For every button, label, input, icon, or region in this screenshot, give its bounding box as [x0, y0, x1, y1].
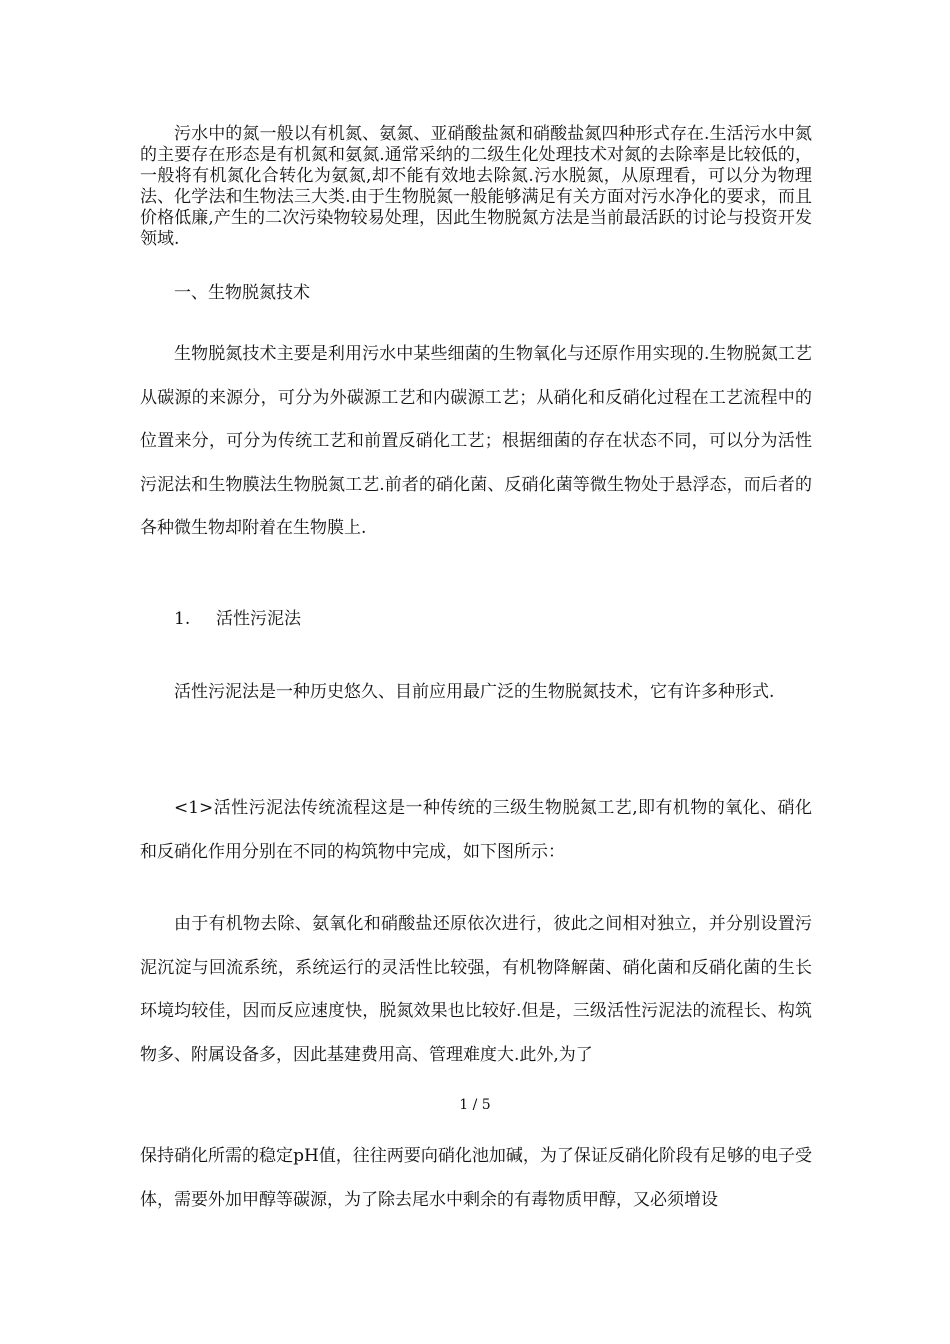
subsection-title: 活性污泥法: [216, 609, 301, 629]
subsection-number: 1.: [174, 609, 191, 629]
paragraph-activated-sludge: 活性污泥法是一种历史悠久、目前应用最广泛的生物脱氮技术，它有许多种形式.: [174, 682, 775, 702]
page-number: 1 / 5: [459, 1097, 491, 1113]
paragraph-intro: 污水中的氮一般以有机氮、氨氮、亚硝酸盐氮和硝酸盐氮四种形式存在.生活污水中氮的主要存在形态是有机氮和氨氮.通常采纳的二级生化处理技术对氮的去除率是比较低的，一般将有机氮化合转化为氨氮,却不能有效地去除氮.污水脱氮，从原理看，可以分为物理法、化学法和生物法三大类.由于生物脱氮一般能够满足有关方面对污水净化的要求，而且价格低廉,产生的二次污染物较易处理，因此生物脱氮方法是当前最活跃的讨论与投资开发领域.: [140, 124, 812, 249]
subsection-heading: [174, 608, 301, 630]
section-heading: 一、生物脱氮技术: [174, 283, 310, 303]
paragraph-traditional-process: <1>活性污泥法传统流程这是一种传统的三级生物脱氮工艺,即有机物的氧化、硝化和反硝化作用分别在不同的构筑物中完成，如下图所示：: [140, 798, 812, 862]
paragraph-bio-denitrification: 生物脱氮技术主要是利用污水中某些细菌的生物氧化与还原作用实现的.生物脱氮工艺从碳源的来源分，可分为外碳源工艺和内碳源工艺；从硝化和反硝化过程在工艺流程中的位置来分，可分为传统工艺和前置反硝化工艺；根据细菌的存在状态不同，可以分为活性污泥法和生物膜法生物脱氮工艺.前者的硝化菌、反硝化菌等微生物处于悬浮态，而后者的各种微生物却附着在生物膜上.: [140, 344, 812, 538]
paragraph-advantages: 由于有机物去除、氨氧化和硝酸盐还原依次进行，彼此之间相对独立，并分别设置污泥沉淀与回流系统，系统运行的灵活性比较强，有机物降解菌、硝化菌和反硝化菌的生长环境均较佳，因而反应速度快，脱氮效果也比较好.但是，三级活性污泥法的流程长、构筑物多、附属设备多，因此基建费用高、管理难度大.此外,为了: [140, 914, 812, 1065]
paragraph-continued: 保持硝化所需的稳定pH值，往往两要向硝化池加碱，为了保证反硝化阶段有足够的电子受体，需要外加甲醇等碳源，为了除去尾水中剩余的有毒物质甲醇，又必须增设: [140, 1146, 812, 1210]
